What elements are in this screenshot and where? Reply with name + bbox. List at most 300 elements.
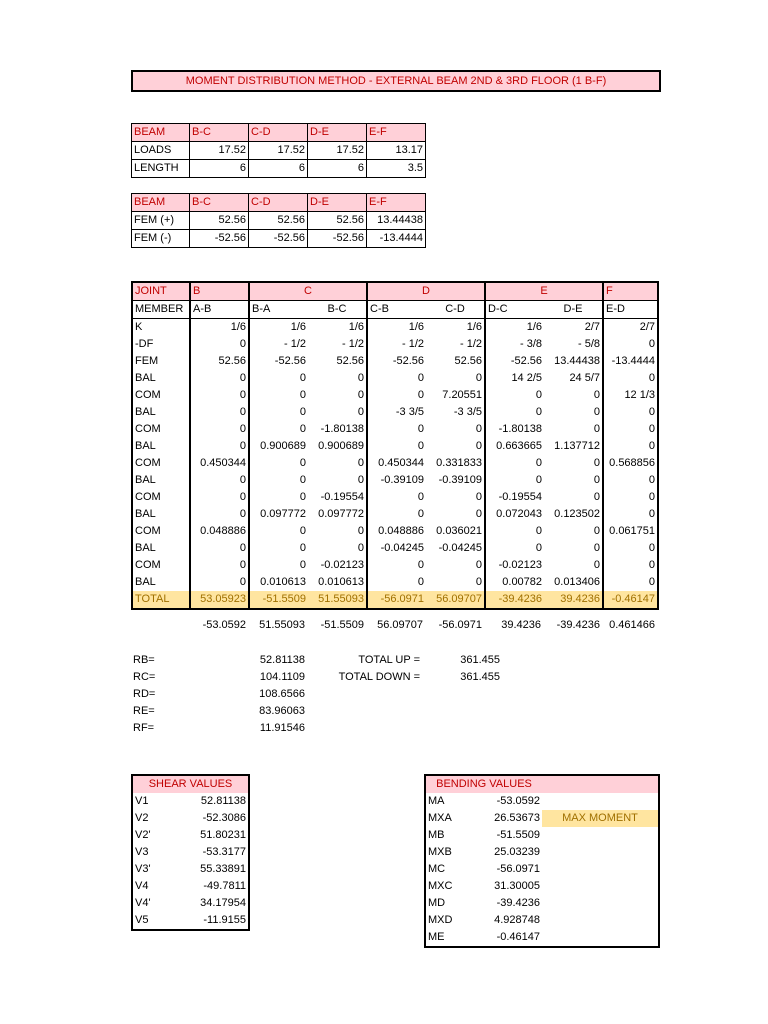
cell: -52.56	[485, 353, 544, 370]
header-cell: E-F	[367, 124, 426, 142]
blank-cell	[542, 827, 659, 844]
cell: 0	[357, 406, 365, 418]
cell: 0.663665	[485, 438, 544, 455]
row-label: -DF	[135, 338, 154, 350]
member-cell: C-B	[367, 301, 426, 319]
cell: 0	[249, 421, 308, 438]
table-row	[132, 489, 658, 506]
shear-row	[132, 844, 249, 861]
reaction-label: RF=	[133, 722, 155, 734]
cell: 17.52	[249, 142, 308, 160]
cell: 1/6	[466, 321, 483, 333]
cell: 17.52	[308, 142, 367, 160]
cell: 1/6	[348, 321, 365, 333]
shear-value: 51.80231	[200, 829, 246, 841]
cell: 1/6	[249, 319, 308, 337]
reaction-value: 83.96063	[259, 705, 305, 717]
blank-cell	[542, 861, 659, 878]
cell: 0	[357, 389, 365, 401]
cell: -39.4236	[485, 591, 544, 609]
cell: 17.52	[190, 142, 249, 160]
cell: -3 3/5	[453, 406, 483, 418]
cell: 3.5	[367, 160, 426, 178]
bending-label: MXD	[428, 914, 453, 926]
final-moment-cell: -51.5509	[320, 619, 364, 631]
cell: 0	[603, 489, 658, 506]
cell: 0	[190, 472, 249, 489]
cell: 14 2/5	[485, 370, 544, 387]
cell: 0	[249, 523, 308, 540]
member-cell: D-E	[544, 301, 603, 319]
bending-value: -39.4236	[496, 897, 540, 909]
cell: 0	[593, 389, 601, 401]
cell: 0	[603, 370, 658, 387]
table-row	[132, 421, 658, 438]
reaction-label: RB=	[133, 654, 155, 666]
cell: 0	[603, 506, 658, 523]
blank-cell	[542, 912, 659, 929]
blank-cell	[542, 895, 659, 912]
member-cell: A-B	[190, 301, 249, 319]
cell: 2/7	[584, 321, 601, 333]
bending-header	[425, 775, 659, 793]
bending-label: MA	[428, 795, 445, 807]
shear-values-table	[131, 774, 250, 931]
final-moment-cell: 39.4236	[501, 619, 541, 631]
reaction-row	[131, 686, 571, 703]
header-cell: B-C	[190, 124, 249, 142]
cell: 0	[190, 370, 249, 387]
cell: 0	[367, 421, 426, 438]
cell: 0	[367, 557, 426, 574]
row-label: K	[135, 321, 143, 333]
bending-label: MXC	[428, 880, 453, 892]
cell: 0	[249, 387, 308, 404]
bending-row	[425, 827, 659, 844]
shear-label: V3'	[135, 863, 151, 875]
cell: -0.04245	[367, 540, 426, 557]
reactions-table	[131, 652, 571, 737]
cell: 7.20551	[442, 389, 483, 401]
cell: 6	[190, 160, 249, 178]
blank-cell	[131, 617, 189, 634]
bending-label: ME	[428, 931, 445, 943]
shear-label: V1	[135, 795, 149, 807]
cell: 13.17	[367, 142, 426, 160]
bending-row	[425, 844, 659, 861]
row-label: LENGTH	[132, 160, 190, 178]
bending-row	[425, 912, 659, 929]
table-row	[132, 160, 426, 178]
cell: 0	[485, 472, 544, 489]
cell: 0	[249, 540, 308, 557]
cell: 0	[485, 540, 544, 557]
row-label: BAL	[135, 508, 156, 520]
reaction-value: 108.6566	[259, 688, 305, 700]
shear-row	[132, 895, 249, 912]
cell: 0	[475, 491, 483, 503]
shear-row	[132, 878, 249, 895]
shear-header	[132, 775, 249, 793]
row-label: LOADS	[132, 142, 190, 160]
cell: 6	[308, 160, 367, 178]
member-cell: D-C	[485, 301, 544, 319]
cell: 0	[367, 506, 426, 523]
cell: 0	[603, 540, 658, 557]
table-row	[132, 387, 658, 404]
cell: 0	[593, 406, 601, 418]
cell: -13.4444	[603, 353, 658, 370]
blank-cell	[542, 793, 659, 810]
cell: 0	[475, 508, 483, 520]
cell: 0	[249, 557, 308, 574]
row-label: BAL	[135, 474, 156, 486]
cell: 0.048886	[367, 523, 426, 540]
final-moment-cell: 0.461466	[609, 619, 655, 631]
bending-label: MC	[428, 863, 446, 875]
cell: 0	[603, 574, 658, 591]
cell: -0.39109	[367, 472, 426, 489]
reaction-value: 104.1109	[259, 671, 305, 683]
shear-row	[132, 793, 249, 810]
cell: 0	[249, 489, 308, 506]
joint-c: C	[249, 282, 367, 301]
cell: -52.56	[249, 230, 308, 248]
total-up-value: 361.455	[460, 654, 500, 666]
cell: 0.010613	[249, 574, 308, 591]
cell: 0	[603, 438, 658, 455]
cell: -52.56	[249, 353, 308, 370]
joint-e: E	[485, 282, 603, 301]
cell: 0	[603, 557, 658, 574]
cell: 24 5/7	[569, 372, 601, 384]
bending-row	[425, 861, 659, 878]
cell: 0.00782	[485, 574, 544, 591]
cell: 0.061751	[603, 523, 658, 540]
cell: -0.02123	[320, 559, 365, 571]
bending-value: 26.53673	[494, 812, 540, 824]
cell: 0	[190, 506, 249, 523]
bending-label: MXA	[428, 812, 452, 824]
header-cell: D-E	[308, 194, 367, 212]
joint-header-row	[132, 282, 658, 301]
joint-header-label: JOINT	[132, 282, 190, 301]
blank-cell	[542, 929, 659, 947]
cell: - 3/8	[485, 336, 544, 353]
row-label: COM	[135, 457, 161, 469]
cell: 0	[357, 474, 365, 486]
cell: 0	[357, 372, 365, 384]
shear-label: V2'	[135, 829, 151, 841]
cell: 0	[190, 387, 249, 404]
shear-value: -49.7811	[203, 880, 246, 892]
cell: -13.4444	[367, 230, 426, 248]
header-cell: BEAM	[132, 194, 190, 212]
cell: 0	[357, 542, 365, 554]
cell: 0.331833	[436, 457, 483, 469]
row-label: FEM (-)	[132, 230, 190, 248]
cell: 1/6	[485, 319, 544, 337]
cell: 0	[603, 404, 658, 421]
reaction-label: RC=	[133, 671, 156, 683]
table-row	[132, 540, 658, 557]
cell: 0	[485, 404, 544, 421]
bending-value: -56.0971	[496, 863, 540, 875]
cell: 53.05923	[190, 591, 249, 609]
cell: 0	[593, 542, 601, 554]
joint-distribution-table	[131, 281, 659, 610]
cell: 0.072043	[485, 506, 544, 523]
cell: -0.19554	[320, 491, 365, 503]
bending-row	[425, 895, 659, 912]
bending-value: -53.0592	[496, 795, 540, 807]
row-label: BAL	[135, 372, 156, 384]
bending-row	[425, 878, 659, 895]
reaction-label: RE=	[133, 705, 155, 717]
shear-row	[132, 861, 249, 878]
cell: 12 1/3	[603, 387, 658, 404]
table-row	[132, 336, 658, 353]
cell: 1.137712	[554, 440, 601, 452]
bending-values-table	[424, 774, 660, 948]
table-row	[132, 142, 426, 160]
shear-row	[132, 827, 249, 844]
cell: -0.04245	[438, 542, 483, 554]
cell: 0	[367, 438, 426, 455]
cell: 0.097772	[249, 506, 308, 523]
shear-value: -11.9155	[203, 914, 246, 926]
joint-d: D	[367, 282, 485, 301]
row-label: BAL	[135, 440, 156, 452]
cell: 52.56	[249, 212, 308, 230]
cell: 0	[367, 574, 426, 591]
header-cell: BEAM	[132, 124, 190, 142]
total-up-label: TOTAL UP =	[358, 654, 420, 666]
final-moment-cell: -53.0592	[202, 619, 246, 631]
reaction-label: RD=	[133, 688, 156, 700]
cell: -1.80138	[485, 421, 544, 438]
cell: -52.56	[367, 353, 426, 370]
cell: 0	[475, 423, 483, 435]
header-cell: E-F	[367, 194, 426, 212]
cell: 0	[603, 421, 658, 438]
final-moment-cell: -39.4236	[556, 619, 600, 631]
cell: - 1/2	[249, 336, 308, 353]
cell: 0	[190, 540, 249, 557]
page-title: MOMENT DISTRIBUTION METHOD - EXTERNAL BEAM 2ND & 3RD FLOOR (1 B-F)	[131, 70, 661, 92]
cell: -0.46147	[603, 591, 658, 609]
final-moment-cell: 51.55093	[259, 619, 305, 631]
row-label: COM	[135, 491, 161, 503]
bending-row	[425, 793, 659, 810]
cell: 0	[190, 574, 249, 591]
table-row	[132, 370, 658, 387]
row-label: BAL	[135, 406, 156, 418]
cell: 0.900689	[249, 438, 308, 455]
cell: - 1/2	[342, 338, 365, 350]
cell: -1.80138	[320, 423, 365, 435]
cell: 52.56	[308, 212, 367, 230]
shear-label: V5	[135, 914, 149, 926]
header-cell: D-E	[308, 124, 367, 142]
cell: 0.010613	[318, 576, 365, 588]
cell: 6	[249, 160, 308, 178]
reaction-row	[131, 669, 571, 686]
cell: -52.56	[308, 230, 367, 248]
bending-label: MD	[428, 897, 446, 909]
table-row	[132, 557, 658, 574]
row-label: COM	[135, 389, 161, 401]
final-moment-cell: 56.09707	[377, 619, 423, 631]
cell: 0.097772	[318, 508, 365, 520]
cell: 0	[603, 472, 658, 489]
member-cell: C-D	[426, 301, 485, 319]
cell: -56.0971	[367, 591, 426, 609]
cell: 0	[603, 336, 658, 353]
cell: 0	[249, 455, 308, 472]
cell: - 1/2	[460, 338, 483, 350]
cell: -0.39109	[438, 474, 483, 486]
table-row	[132, 472, 658, 489]
cell: 1/6	[190, 319, 249, 337]
cell: -0.02123	[485, 557, 544, 574]
shear-value: -52.3086	[202, 812, 246, 824]
blank-cell	[542, 844, 659, 861]
table-row	[132, 353, 658, 370]
cell: 0	[475, 440, 483, 452]
cell: 0.036021	[436, 525, 483, 537]
blank-cell	[542, 878, 659, 895]
shear-row	[132, 810, 249, 827]
fem-table	[131, 193, 426, 248]
bending-header-label: BENDING VALUES	[425, 775, 542, 793]
cell: 0	[357, 457, 365, 469]
cell: 0	[475, 559, 483, 571]
table-row	[132, 455, 658, 472]
cell: 0	[190, 421, 249, 438]
shear-label: V4'	[135, 897, 151, 909]
row-label: FEM	[135, 355, 159, 367]
member-label: MEMBER	[132, 301, 190, 319]
shear-header-label: SHEAR VALUES	[132, 775, 249, 793]
reaction-row	[131, 703, 571, 720]
header-cell: C-D	[249, 124, 308, 142]
bending-value: 25.03239	[494, 846, 540, 858]
cell: 0	[485, 455, 544, 472]
shear-value: 34.17954	[200, 897, 246, 909]
cell: 52.56	[454, 355, 483, 367]
table-row	[132, 230, 426, 248]
shear-value: 55.33891	[200, 863, 246, 875]
final-moment-cell: -56.0971	[438, 619, 482, 631]
header-cell: B-C	[190, 194, 249, 212]
cell: 0	[190, 489, 249, 506]
cell: 52.56	[190, 353, 249, 370]
cell: -3 3/5	[367, 404, 426, 421]
reaction-row	[131, 720, 571, 737]
cell: 2/7	[603, 319, 658, 337]
cell: 51.55093	[308, 591, 367, 609]
shear-label: V2	[135, 812, 149, 824]
cell: 0	[190, 336, 249, 353]
header-cell: C-D	[249, 194, 308, 212]
cell: 0	[357, 525, 365, 537]
total-down-label: TOTAL DOWN =	[338, 671, 420, 683]
bending-value: 4.928748	[494, 914, 540, 926]
cell: 0	[593, 474, 601, 486]
cell: 0	[190, 438, 249, 455]
joint-b: B	[190, 282, 249, 301]
cell: 0	[249, 370, 308, 387]
table-row	[132, 212, 426, 230]
member-cell: B-C	[308, 301, 367, 319]
shear-value: 52.81138	[200, 795, 246, 807]
final-moments-row	[131, 617, 657, 634]
row-label: TOTAL	[132, 591, 190, 609]
table-row	[132, 438, 658, 455]
table-row	[132, 319, 658, 337]
shear-label: V4	[135, 880, 149, 892]
loads-table	[131, 123, 426, 178]
cell: 0	[367, 489, 426, 506]
bending-value: 31.30005	[494, 880, 540, 892]
row-label: FEM (+)	[132, 212, 190, 230]
bending-row	[425, 810, 659, 827]
cell: 0.450344	[367, 455, 426, 472]
cell: 0	[190, 557, 249, 574]
cell: 0	[593, 525, 601, 537]
row-label: COM	[135, 525, 161, 537]
cell: 56.09707	[426, 591, 485, 609]
cell: 52.56	[190, 212, 249, 230]
cell: 0	[367, 370, 426, 387]
cell: 0	[367, 387, 426, 404]
bending-label: MXB	[428, 846, 452, 858]
cell: 0	[593, 559, 601, 571]
reaction-value: 52.81138	[259, 654, 305, 666]
row-label: COM	[135, 559, 161, 571]
max-moment-badge: MAX MOMENT	[542, 810, 659, 827]
joint-f: F	[603, 282, 658, 301]
cell: 1/6	[367, 319, 426, 337]
cell: -0.19554	[485, 489, 544, 506]
member-row	[132, 301, 658, 319]
cell: 0.013406	[554, 576, 601, 588]
bending-label: MB	[428, 829, 445, 841]
cell: 0	[593, 423, 601, 435]
row-label: COM	[135, 423, 161, 435]
shear-value: -53.3177	[202, 846, 246, 858]
cell: 0	[485, 387, 544, 404]
shear-label: V3	[135, 846, 149, 858]
cell: 0	[475, 372, 483, 384]
cell: 0	[475, 576, 483, 588]
cell: 0	[190, 404, 249, 421]
cell: 0	[485, 523, 544, 540]
cell: 0.048886	[190, 523, 249, 540]
bending-value: -0.46147	[496, 931, 540, 943]
row-label: BAL	[135, 576, 156, 588]
cell: - 1/2	[367, 336, 426, 353]
cell: 0.568856	[603, 455, 658, 472]
row-label: BAL	[135, 542, 156, 554]
reaction-value: 11.91546	[259, 722, 305, 734]
total-down-value: 361.455	[460, 671, 500, 683]
cell: 52.56	[336, 355, 365, 367]
fem-table-header	[132, 194, 426, 212]
member-cell: B-A	[249, 301, 308, 319]
cell: 0	[249, 472, 308, 489]
